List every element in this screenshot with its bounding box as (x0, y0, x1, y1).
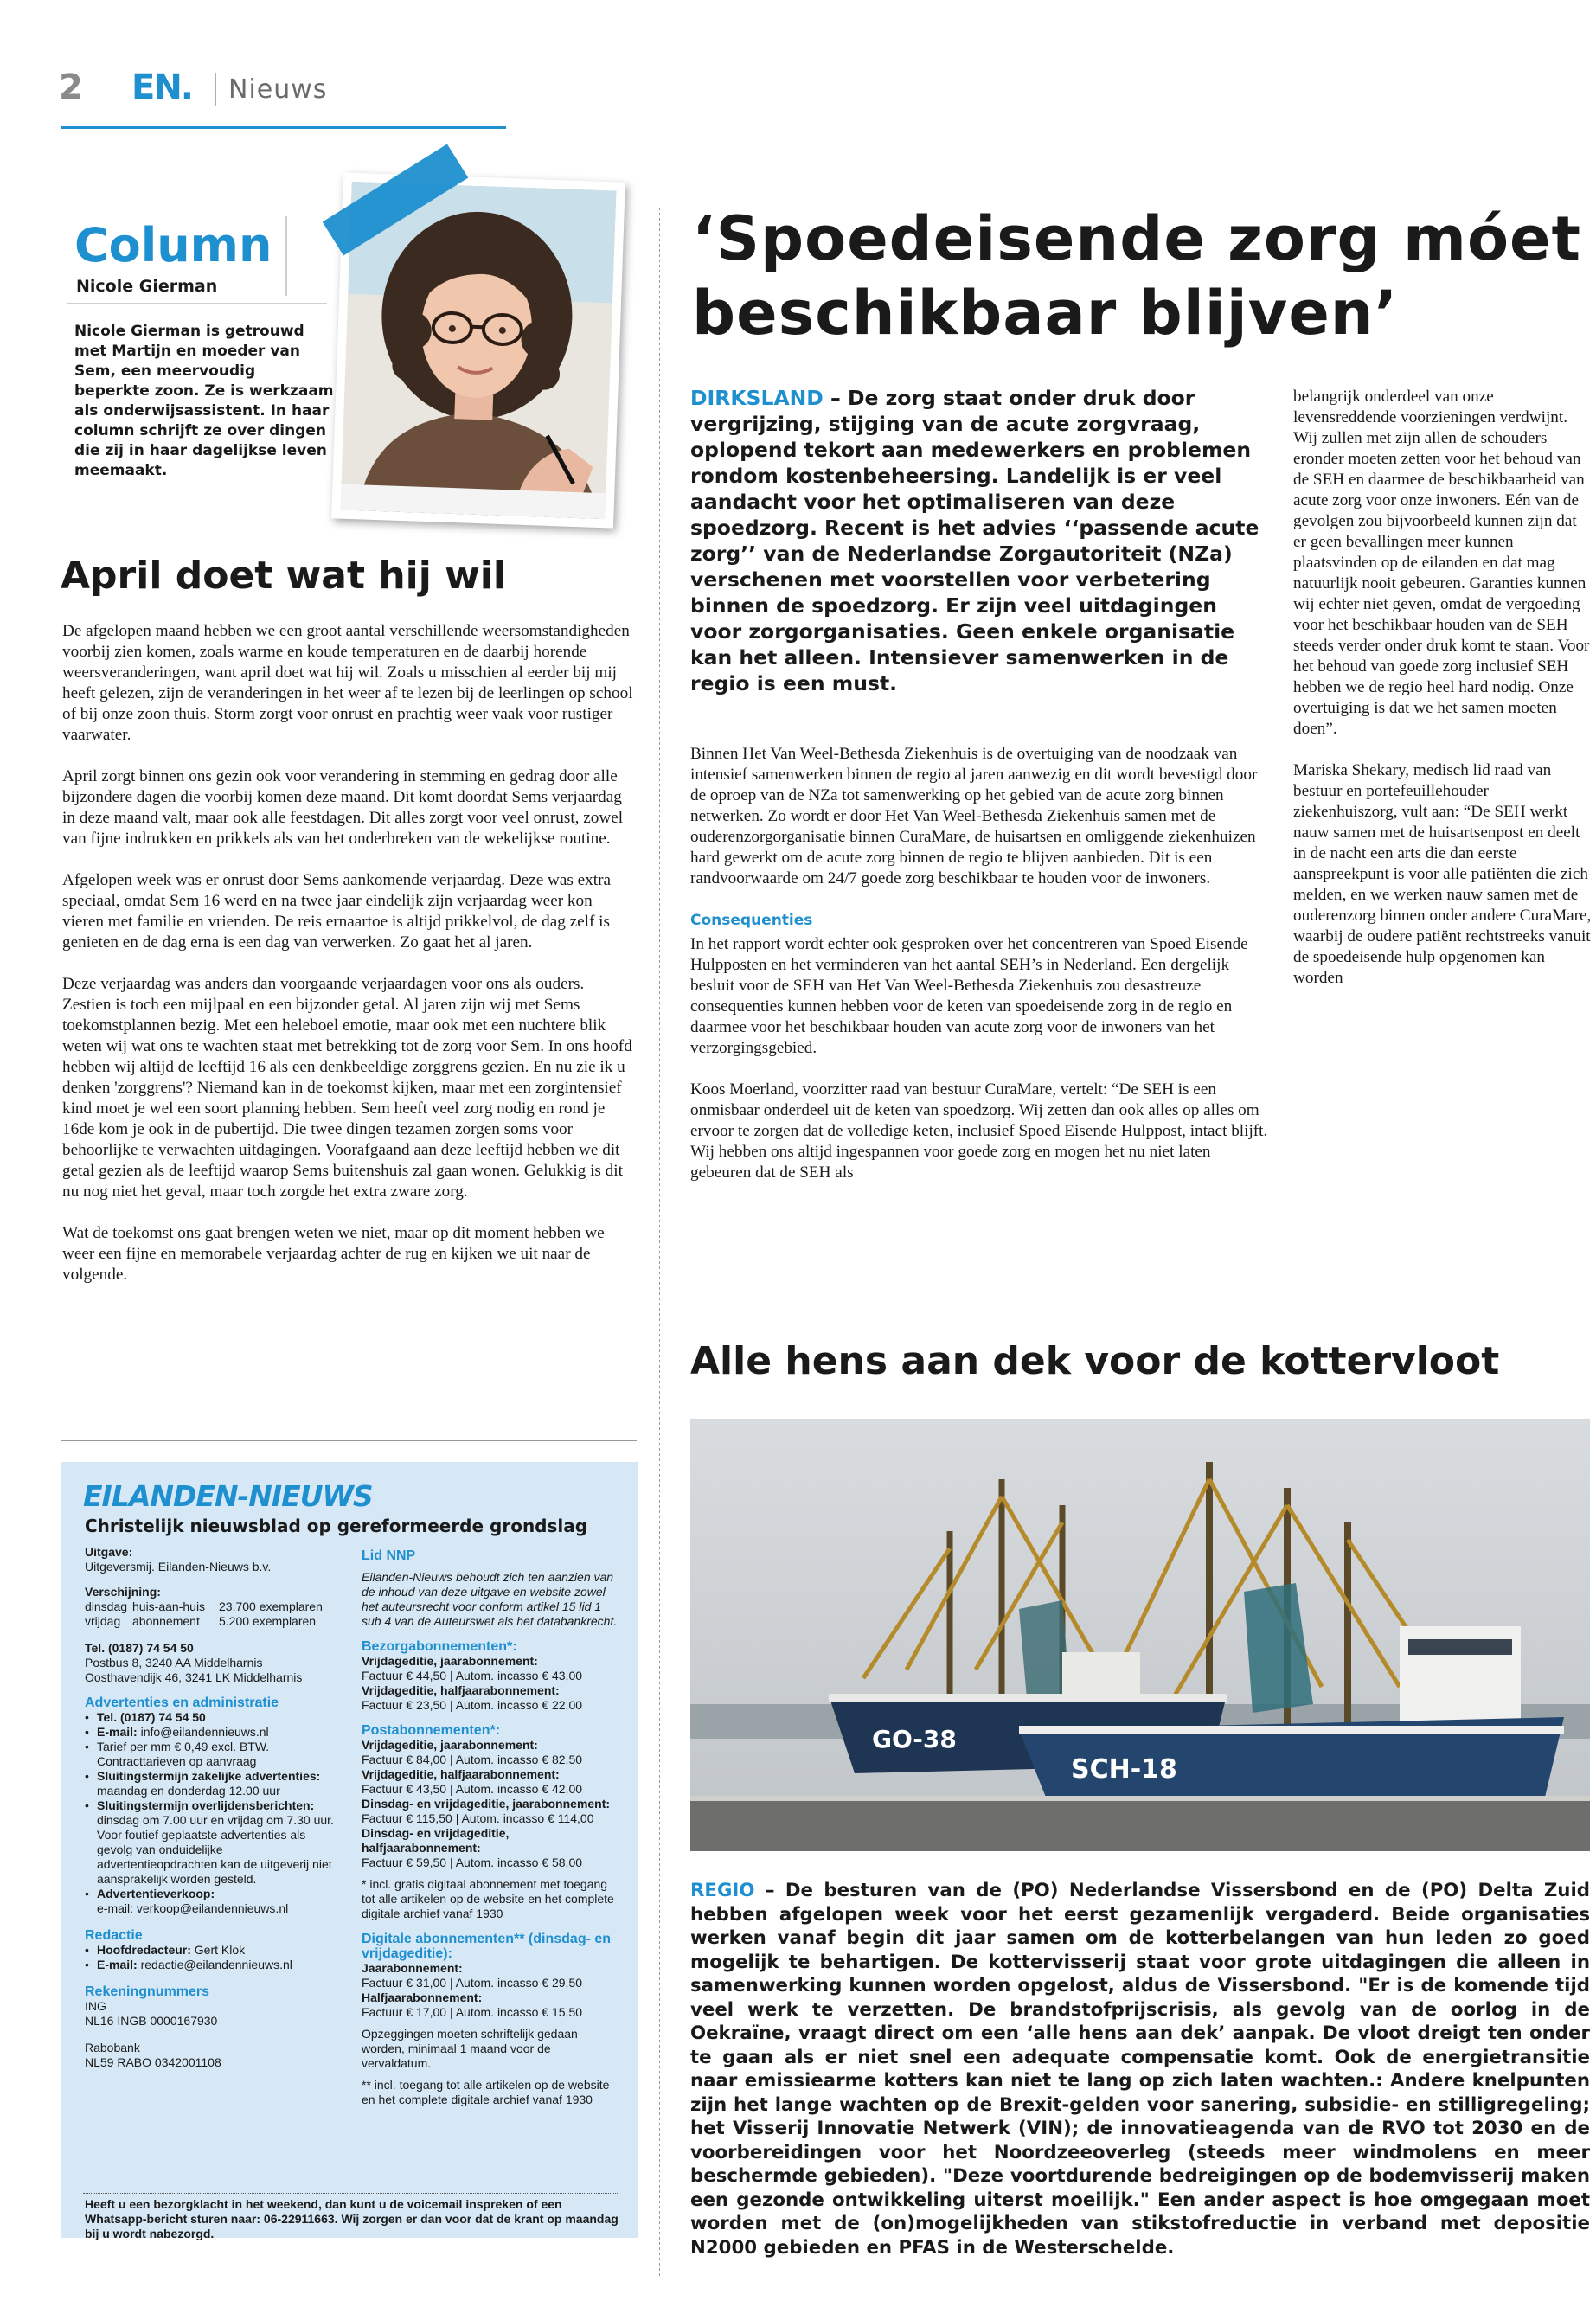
dig-1-label: Jaarabonnement: (362, 1961, 463, 1975)
verschijning-day: vrijdag (85, 1614, 121, 1628)
boat-label-1: GO-38 (872, 1725, 957, 1753)
spoed-subhead: Consequenties (690, 912, 813, 929)
page-number: 2 (59, 67, 81, 107)
kotter-dateline: REGIO (690, 1880, 755, 1901)
april-paragraph: Deze verjaardag was anders dan voorgaande verjaardagen voor ons als ouders. Zestien is toch een mijlpaal en een bijzonder getal. Al jaren zijn wij met Sems toekomstplannen bezig. Met een heleboel emotie, maar ook met een nuchtere blik weten wij wat ons te wachten staat met betrekking tot de zorg voor Sem. In ons hoofd hebben wij altijd de leeftijd 16 als een denkbeeldige zorggrens gezien. En nu zie ik u denken 'zorggrens'? Niemand kan in de toekomst kijken, maar met een zorgintensief kind moet je wel een soort planning hebben. Sem heeft veel zorg nodig en rond je 16de kom je ook in de pubertijd. Die twee dingen tezamen zorgen soms voor behoorlijke te verwachten uitdagingen. Voorafgaand aan deze leeftijd hebben we dit getal gezien als de leeftijd waarop Sems buitenshuis zal gaan wonen. Gelukkig is dit nu nog niet het geval, maar toch zorgde het extra zware zorg. (62, 975, 632, 1201)
adv-sluit: maandag en donderdag 12.00 uur (97, 1784, 280, 1798)
colophon-tagline: Christelijk nieuwsblad op gereformeerde grondslag (85, 1516, 588, 1536)
verschijning-label: Verschijning: (85, 1585, 161, 1599)
post-1: Factuur € 84,00 | Autom. incasso € 82,50 (362, 1753, 583, 1766)
april-headline: April doet wat hij wil (61, 554, 506, 598)
kotter-body-text: – De besturen van de (PO) Nederlandse Vissersbond en de (PO) Delta Zuid hebben afgelopen week voor het eerst gezamenlijk vergaderd. Beide organisaties werken vanaf begin dit jaar samen om de kotterbelangen van hun leden zo goed mogelijk te behartigen. De kottervisserij staat voor grote uitdagingen die alleen in samenwerking kunnen worden opgelost, aldus de Vissersbond. "Er is de komende tijd veel werk te verzetten. De brandstofprijscrisis, als gevolg van de oorlog in de Oekraïne, vraagt direct om een ‘alle hens aan dek’ aanpak. De vloot dreigt ten onder te gaan als er niet snel een adequate compensatie komt. Ook de energietransitie naar emissiearme kotters kan niet te lang op zich laten wachten.: Andere knelpunten zijn het lange wachten op de Brexit-gelden voor sanering, subsidie- en stilligregeling; het Visserij Innovatie Netwerk (VIN); de innovatieagenda van de RVO tot 2030 en de voorbereidingen voor het Noordzeeoverleg (steeds meer windmolens en meer beschermde gebieden). "Deze voortdurende bedreigingen op de bodemvisserij maken een gezonde ontwikkeling uiterst moeilijk." Een ander aspect is hoe omgegaan moet worden met de (on)mogelijkheden van stikstofreductie in verband met depositie N2000 gebieden en PFAS in de Westerschelde. (690, 1880, 1590, 2259)
post-2: Factuur € 43,50 | Autom. incasso € 42,00 (362, 1782, 583, 1796)
post-4-label: Dinsdag- en vrijdageditie, halfjaarabonnement: (362, 1826, 510, 1855)
digital-title: Digitale abonnementen** (dinsdag- en vrijdageditie): (362, 1932, 612, 1961)
post-3: Factuur € 115,50 | Autom. incasso € 114,00 (362, 1811, 594, 1825)
red-hoofd-label: Hoofdredacteur: (97, 1943, 191, 1957)
april-paragraph: De afgelopen maand hebben we een groot aantal verschillende weersomstandigheden voorbij zien komen, zoals warme en koude temperaturen en de daarbij horende weersveranderingen, want april doet wat hij wil. Zoals u misschien al eerder bij mij heeft gelezen, zijn de veranderingen in het weer af te lezen bij de leerlingen op school of bij onze zoon thuis. Storm zorgt voor onrust en prachtig weer vaak voor rustiger vaarwater. (62, 622, 633, 744)
bezorg-1: Factuur € 44,50 | Autom. incasso € 43,00 (362, 1669, 583, 1682)
column-bio: Nicole Gierman is getrouwd met Martijn en moeder van Sem, een meervoudig beperkte zoon. Ze is werkzaam als onderwijsassistent. In haar column schrijft ze over dingen die zij in haar dagelijkse leven meemaakt. (74, 323, 334, 479)
red-email-label: E-mail: (97, 1958, 138, 1971)
column-box-divider (285, 216, 287, 296)
boat-label-2: SCH-18 (1071, 1754, 1177, 1785)
spoed-headline: ‘Spoedeisende zorg móet beschikbaar blijven’ (692, 203, 1581, 349)
adv-sluit-label: Sluitingstermijn zakelijke advertenties: (97, 1769, 321, 1783)
column-author: Nicole Gierman (76, 277, 218, 296)
rekening-title: Rekeningnummers (85, 1984, 210, 1999)
bezorg-2-label: Vrijdageditie, halfjaarabonnement: (362, 1683, 560, 1697)
spoed-paragraph: Binnen Het Van Weel-Bethesda Ziekenhuis is de overtuiging van de noodzaak van intensief samenwerken binnen de regio al jaren aanwezig en dit wordt bevestigd door de oproep van de NZa tot samenwerking op het gebied van de acute zorg binnen netwerken. Zo wordt er door Het Van Weel-Bethesda Ziekenhuis samen met de ouderenzorgorganisatie binnen CuraMare, de huisartsen en omliggende ziekenhuizen hard gewerkt om de acute zorg binnen de regio te blijven aanbieden. Dit is een randvoorwaarde om 24/7 goede zorg beschikbaar te houden voor de inwoners. (690, 745, 1258, 888)
verschijning-count: 5.200 exemplaren (219, 1614, 317, 1628)
kotter-photo (690, 1419, 1590, 1851)
fishing-boats-illustration (690, 1419, 1590, 1851)
colophon-footer-rule (83, 2193, 619, 2194)
header-logo: EN. (131, 67, 192, 107)
rek-rabo-number: NL59 RABO 0342001108 (85, 2055, 221, 2069)
bezorg-1-label: Vrijdageditie, jaarabonnement: (362, 1654, 538, 1668)
kotter-headline: Alle hens aan dek voor de kottervloot (690, 1339, 1500, 1383)
adv-email-label: E-mail: (97, 1725, 138, 1739)
verschijning-day: dinsdag (85, 1599, 128, 1613)
dig-2: Factuur € 17,00 | Autom. incasso € 15,50 (362, 2005, 583, 2019)
spoed-dateline: DIRKSLAND (690, 386, 824, 410)
spoed-side-paragraph: belangrijk onderdeel van onze levensreddende voorzieningen verdwijnt. Wij zullen met zijn allen de schouders eronder moeten zetten voor het behoud van de SEH en daarmee de beschikbaarheid van acute zorg voor onze inwoners. Eén van de gevolgen zou bijvoorbeeld kunnen zijn dat er geen bevallingen meer kunnen plaatsvinden op de eilanden en dat mag natuurlijk nooit gebeuren. Garanties kunnen wij echter niet geven, omdat de vergoeding voor het beschikbaar houden van de SEH steeds verder onder druk komt te staan. Voor het behoud van goede zorg inclusief SEH hebben we de regio heel hard nodig. Onze overtuiging is dat we het samen moeten doen”. (1293, 388, 1590, 738)
april-body (62, 621, 633, 1306)
post-1-label: Vrijdageditie, jaarabonnement: (362, 1738, 538, 1752)
spoed-side-paragraph: Mariska Shekary, medisch lid raad van bestuur en portefeuillehouder ziekenhuiszorg, vult aan: “De SEH werkt nauw samen met de huisartsenpost en deelt in de nacht een arts die dan eerste aanspreekpunt is voor alle patiënten die zich melden, en we werken nauw samen met de ouderenzorg binnen onder andere CuraMare, waarbij de oudere patiënt rechtstreeks vanuit de spoedeisende hulp opgenomen kan worden (1293, 761, 1592, 987)
column-box-rule (67, 303, 327, 304)
colophon-postbus: Postbus 8, 3240 AA Middelharnis (85, 1656, 263, 1670)
verschijning-type: abonnement (132, 1614, 200, 1628)
spoed-paragraph: Koos Moerland, voorzitter raad van bestuur CuraMare, vertelt: “De SEH is een onmisbaar onderdeel uit de keten van spoedzorg. Wij zetten dan ook alles op alles om ervoor te zorgen dat de volledige keten, inclusief Spoed Eisende Hulppost, intact blijft. Wij hebben ons altijd ingespannen voor goede zorg en mogen het nu niet laten gebeuren dat de SEH als (690, 1080, 1268, 1182)
rek-ing-bank: ING (85, 1999, 106, 2013)
adv-verkoop-label: Advertentieverkoop: (97, 1887, 215, 1900)
spoed-body (690, 744, 1270, 1204)
verschijning-count: 23.700 exemplaren (219, 1599, 323, 1613)
adv-sluit2-label: Sluitingstermijn overlijdensberichten: (97, 1798, 315, 1812)
spoed-lead-text: – De zorg staat onder druk door vergrijzing, stijging van de acute zorgvraag, oplopend tekort aan medewerkers en problemen rondom kostenbeheersing. Landelijk is er veel aandacht voor het optimaliseren van deze spoedzorg. Recent is het advies ‘‘passende acute zorg’’ van de Nederlandse Zorgautoriteit (NZa) verschenen met voorstellen voor verbetering binnen de spoedzorg. Er zijn veel uitdagingen voor zorgorganisaties. Geen enkele organisatie kan het alleen. Intensiever samenwerken in de regio is een must. (690, 386, 1259, 695)
adv-tel: Tel. (0187) 74 54 50 (97, 1710, 206, 1724)
spoed-paragraph: In het rapport wordt echter ook gesproken over het concentreren van Spoed Eisende Hulpposten en het verminderen van het aantal SEH’s in Nederland. Een dergelijk besluit voor de SEH van Het Van Weel-Bethesda Ziekenhuis zou desastreuze consequenties kunnen hebben voor de keten van spoedeisende zorg in de regio en daarmee voor het beschikbaar houden van acute zorg voor de inwoners van het verzorgingsgebied. (690, 935, 1248, 1057)
spoed-lead (690, 385, 1270, 696)
adv-sluit2: dinsdag om 7.00 uur en vrijdag om 7.30 uur. (97, 1813, 334, 1827)
post-3-label: Dinsdag- en vrijdageditie, jaarabonnement: (362, 1797, 611, 1811)
april-paragraph: Wat de toekomst ons gaat brengen weten we niet, maar op dit moment hebben we weer een fijne en memorabele verjaardag achter de rug en kijken we uit naar de volgende. (62, 1224, 605, 1284)
uitgave-label: Uitgave: (85, 1545, 133, 1559)
adv-fout: Voor foutief geplaatste advertenties als gevolg van onduidelijke advertentieopdrachten kan de uitgeverij niet aansprakelijk worden gesteld. (97, 1828, 332, 1886)
red-email-link[interactable]: redactie@eilandennieuws.nl (140, 1958, 292, 1971)
colophon-footer-text: Heeft u een bezorgklacht in het weekend, dan kunt u de voicemail inspreken of een Whatsapp-bericht sturen naar: 06-22911663. Wij zorgen er dan voor dat de krant op maandag bij u wordt nabezorgd. (85, 2197, 619, 2240)
red-hoofd: Gert Klok (194, 1943, 246, 1957)
header-separator (215, 73, 216, 106)
verschijning-type: huis-aan-huis (132, 1599, 206, 1613)
dig-2-label: Halfjaarabonnement: (362, 1990, 483, 2004)
april-paragraph: April zorgt binnen ons gezin ook voor verandering in stemming en gedrag door alle bijzondere dagen die voorbij komen deze maand. Dit komt doordat Sems verjaardag in deze maand valt, maar ook alle feestdagen. Dit alles zorgt voor veel onrust, zowel van fijne indrukken en prikkels als van het onderbreken van de wekelijkse routine. (62, 767, 624, 848)
colophon-footer (85, 2197, 621, 2241)
adv-email-link[interactable]: info@eilandennieuws.nl (140, 1725, 269, 1739)
post-4: Factuur € 59,50 | Autom. incasso € 58,00 (362, 1856, 583, 1869)
april-bottom-rule (61, 1440, 637, 1441)
colophon-logo: EILANDEN-NIEUWS (83, 1479, 373, 1513)
kotter-body (690, 1879, 1590, 2259)
header-rule (61, 126, 506, 129)
colophon-tel: Tel. (0187) 74 54 50 (85, 1641, 194, 1655)
advertenties-title: Advertenties en administratie (85, 1695, 279, 1710)
lid-text: Eilanden-Nieuws behoudt zich ten aanzien van de inhoud van deze uitgave en website zowel het auteursrecht voor conform artikel 15 lid 1 sub 4 van de Auteurswet als het databankrecht. (362, 1570, 618, 1628)
adv-tarief: • Tarief per mm € 0,49 excl. BTW. (85, 1740, 344, 1754)
bezorg-title: Bezorgabonnementen*: (362, 1639, 517, 1654)
adv-verkoop[interactable]: e-mail: verkoop@eilandennieuws.nl (97, 1901, 289, 1915)
redactie-title: Redactie (85, 1928, 143, 1943)
colophon-address: Oosthavendijk 46, 3241 LK Middelharnis (85, 1670, 303, 1684)
portrait-illustration (340, 182, 616, 519)
verschijning-row (85, 1614, 344, 1629)
column-title: Column (74, 218, 272, 272)
adv-contract: Contracttarieven op aanvraag (97, 1754, 257, 1768)
colophon-right-column (362, 1548, 621, 2107)
dig-opzeg: Opzeggingen moeten schriftelijk gedaan worden, minimaal 1 maand voor de vervaldatum. (362, 2027, 578, 2070)
dig-note: ** incl. toegang tot alle artikelen op de website en het complete digitale archief vanaf 1930 (362, 2078, 610, 2106)
lid-title: Lid NNP (362, 1548, 416, 1563)
april-paragraph: Afgelopen week was er onrust door Sems aankomende verjaardag. Deze was extra speciaal, omdat Sem 16 werd en na twee jaar eindelijk zijn verjaardag weer kon vieren met familie en vrienden. De reis ernaartoe is altijd prikkelvol, de dag zelf is genieten en de dag erna is een dag van verwerken. Zo gaat het al jaren. (62, 871, 612, 952)
rek-ing-number: NL16 INGB 0000167930 (85, 2014, 218, 2028)
post-title: Postabonnementen*: (362, 1723, 501, 1738)
column-divider (659, 208, 660, 2279)
dig-1: Factuur € 31,00 | Autom. incasso € 29,50 (362, 1976, 583, 1990)
verschijning-row (85, 1599, 344, 1614)
rek-rabo-bank: Rabobank (85, 2041, 140, 2054)
spoed-side-column (1293, 387, 1592, 1009)
post-note: * incl. gratis digitaal abonnement met toegang tot alle artikelen op de website en het complete digitale archief vanaf 1930 (362, 1877, 614, 1920)
post-2-label: Vrijdageditie, halfjaarabonnement: (362, 1767, 560, 1781)
uitgave-value: Uitgeversmij. Eilanden-Nieuws b.v. (85, 1560, 272, 1574)
colophon-left-column (85, 1545, 344, 2070)
bezorg-2: Factuur € 23,50 | Autom. incasso € 22,00 (362, 1698, 583, 1712)
section-name: Nieuws (228, 74, 328, 105)
